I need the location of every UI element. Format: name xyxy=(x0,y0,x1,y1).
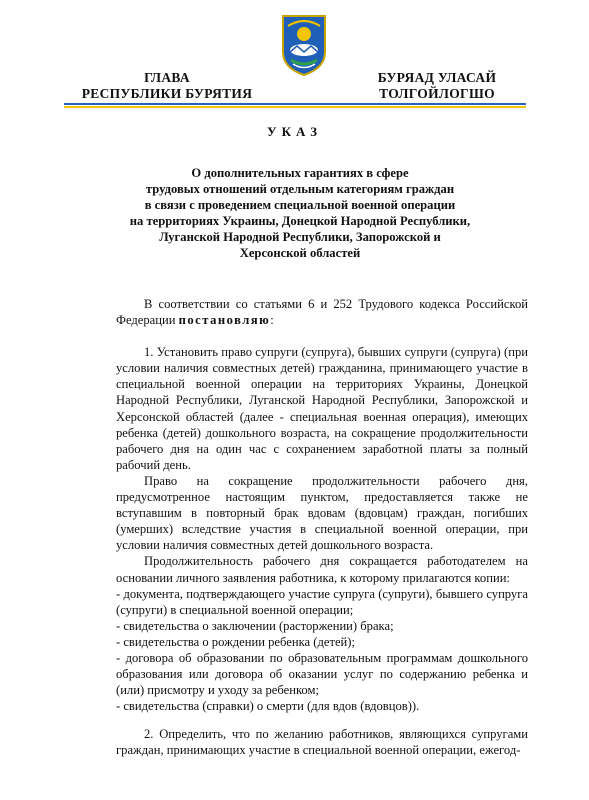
header-left-title: ГЛАВА РЕСПУБЛИКИ БУРЯТИЯ xyxy=(81,70,253,101)
list-item: - свидетельства (справки) о смерти (для вдов (вдовцов)). xyxy=(116,699,420,714)
list-item: - свидетельства о заключении (расторжении) брака; xyxy=(116,618,394,633)
decree-body xyxy=(116,296,528,759)
paragraph-2: Право на сокращение продолжительности рабочего дня, предусмотренное настоящим пунктом, предоставляется также не вступавшим в повторный брак вдовам (вдовцам) граждан, погибших (умерших) вследствие участия в специальной военной операции, при условии наличия совместных детей дошкольного возраста. xyxy=(116,473,528,553)
flag-stripe-yellow xyxy=(64,106,526,108)
list-item: - свидетельства о рождении ребенка (детей); xyxy=(116,634,355,649)
decree-title: О дополнительных гарантиях в сфере трудовых отношений отдельным категориям граждан в связи с проведением специальной военной операции на территориях Украины, Донецкой Народной Республики, Луганской Народной Республики, Запорожской и Херсонской областей xyxy=(129,166,471,260)
paragraph-3: Продолжительность рабочего дня сокращается работодателем на основании личного заявления работника, к которому прилагаются копии: xyxy=(116,554,528,585)
paragraph-1: 1. Установить право супруги (супруга), бывших супруги (супруга) (при условии наличия совместных детей) гражданина, принимающего участие в специальной военной операции на территориях Украины, Донецкой Народной Республики, Луганской Народной Республики, Запорожской и Херсонской областей (далее - специальная военная операция), имеющих ребенка (детей) дошкольного возраста, на сокращение продолжительности рабочего дня на один час с сохранением заработной платы за полный рабочий день. xyxy=(116,345,528,472)
paragraph-4: 2. Определить, что по желанию работников, являющихся супругами граждан, принимающих участие в специальной военной операции, ежегод- xyxy=(116,727,528,758)
buryatia-coat-of-arms-icon xyxy=(279,12,329,78)
list-item: - договора об образовании по образовательным программам дошкольного образования или договора об оказании услуг по содержанию ребенка и (или) присмотру и уходу за ребенком; xyxy=(116,650,528,698)
preamble: В соответствии со статьями 6 и 252 Трудового кодекса Российской Федерации постановляю: xyxy=(116,297,528,328)
document-type: УКАЗ xyxy=(267,124,322,139)
list-item: - документа, подтверждающего участие супруга (супруги), бывшего супруга (супруги) в специальной военной операции; xyxy=(116,586,528,617)
flag-stripe-blue xyxy=(64,103,526,105)
decree-verb: постановляю xyxy=(178,313,271,328)
header-right-title: БУРЯАД УЛАСАЙ ТОЛГОЙЛОГШО xyxy=(377,70,497,101)
